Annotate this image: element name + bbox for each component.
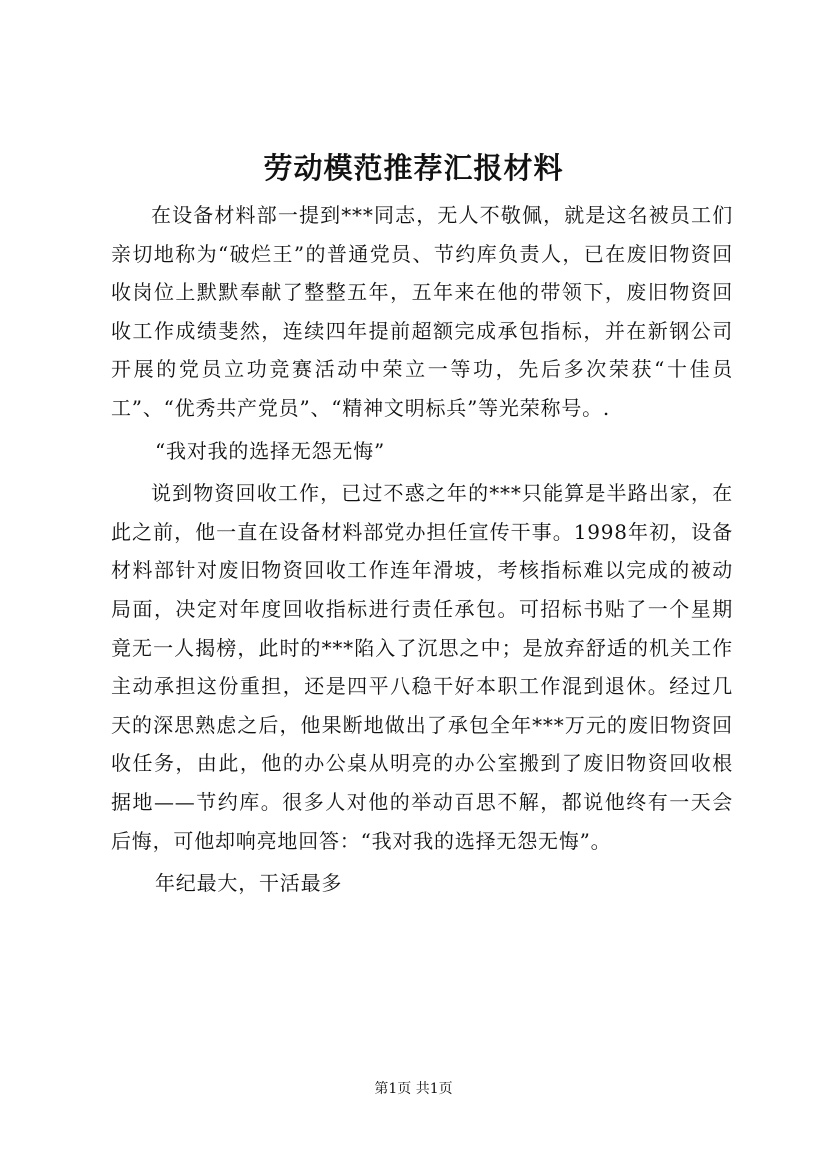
paragraph-recycling-work: 说到物资回收工作，已过不惑之年的***只能算是半路出家，在此之前，他一直在设备材料部党办担任宣传干事。1998年初，设备材料部针对废旧物资回收工作连年滑坡，考核指标难以完成的被动局面，决定对年度回收指标进行责任承包。可招标书贴了一个星期竟无一人揭榜，此时的***陷入了沉思之中；是放弃舒适的机关工作主动承担这份重担，还是四平八稳干好本职工作混到退休。经过几天的深思熟虑之后，他果断地做出了承包全年***万元的废旧物资回收任务，由此，他的办公桌从明亮的办公室搬到了废旧物资回收根据地——节约库。很多人对他的举动百思不解，都说他终有一天会后悔，可他却响亮地回答：“我对我的选择无怨无悔”。 (111, 481, 733, 853)
section-heading-no-regret: “我对我的选择无怨无悔” (155, 438, 386, 463)
paragraph-intro: 在设备材料部一提到***同志，无人不敬佩，就是这名被员工们亲切地称为“破烂王”的普通党员、节约库负责人，已在废旧物资回收岗位上默默奉献了整整五年，五年来在他的带领下，废旧物资回收工作成绩斐然，连续四年提前超额完成承包指标，并在新钢公司开展的党员立功竞赛活动中荣立一等功，先后多次荣获“十佳员工”、“优秀共产党员”、“精神文明标兵”等光荣称号。. (111, 203, 733, 420)
page-number-footer: 第1页 共1页 (374, 1081, 453, 1097)
document-title: 劳动模范推荐汇报材料 (263, 151, 564, 185)
section-heading-oldest-hardest-working: 年纪最大，干活最多 (155, 871, 343, 896)
document-body (111, 196, 733, 907)
